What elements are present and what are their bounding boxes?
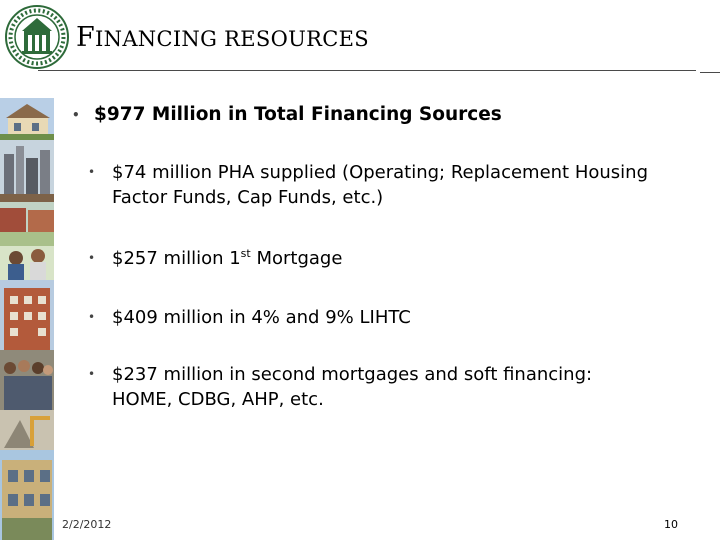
- group-photo: [0, 350, 54, 410]
- list-item: [88, 305, 702, 330]
- list-item: [88, 362, 702, 412]
- headline-text: $977 Million in Total Financing Sources: [94, 104, 502, 125]
- item-line: [112, 246, 702, 271]
- item-prefix: $257 million 1: [112, 248, 241, 269]
- item-line: HOME, CDBG, AHP, etc.: [112, 389, 324, 410]
- page-number: 10: [664, 518, 678, 531]
- photo-strip: [0, 98, 54, 540]
- footer-date: 2/2/2012: [62, 518, 112, 531]
- hud-seal-icon: [4, 4, 70, 70]
- title-rest: INANCING RESOURCES: [95, 27, 369, 51]
- community-photo: [0, 232, 54, 280]
- bullet-icon: •: [88, 165, 96, 179]
- item-line: $409 million in 4% and 9% LIHTC: [112, 307, 411, 328]
- headline-bullet: [72, 102, 502, 128]
- title-rule-tail: [700, 72, 720, 73]
- list-item: [88, 246, 702, 271]
- brick-houses-photo: [0, 202, 54, 232]
- title-initial: F: [76, 22, 96, 53]
- list-item: [88, 160, 702, 210]
- construction-photo: [0, 410, 54, 450]
- apartment-photo: [0, 280, 54, 350]
- item-line: $237 million in second mortgages and soft financing:: [112, 364, 593, 385]
- bullet-icon: •: [88, 310, 96, 324]
- house-photo: [0, 98, 54, 140]
- storefront-photo: [0, 450, 54, 540]
- title-rule: [38, 70, 696, 71]
- skyline-photo: [0, 140, 54, 202]
- bullet-icon: •: [72, 108, 80, 122]
- bullet-icon: •: [88, 251, 96, 265]
- item-line: $74 million PHA supplied (Operating; Replacement Housing: [112, 162, 649, 183]
- bullet-icon: •: [88, 367, 96, 381]
- item-line: Factor Funds, Cap Funds, etc.): [112, 187, 384, 208]
- item-suffix: Mortgage: [250, 248, 343, 269]
- page-title: [76, 22, 369, 53]
- item-superscript: st: [240, 247, 251, 260]
